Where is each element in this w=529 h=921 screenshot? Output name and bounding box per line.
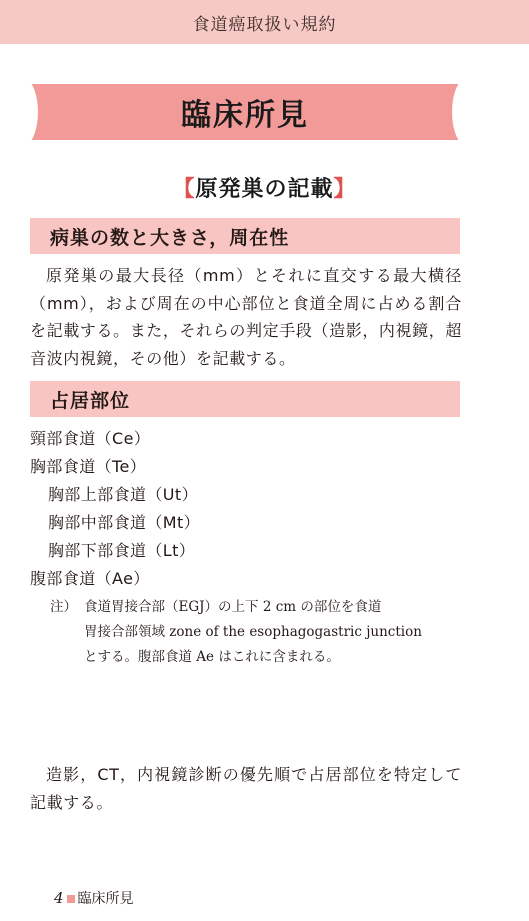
location-paragraph: 造影，CT，内視鏡診断の優先順で占居部位を特定して記載する。 bbox=[30, 765, 462, 812]
location-item-ut: 胸部上部食道（Ut） bbox=[48, 485, 198, 504]
subsection-heading-text: 病巣の数と大きさ，周在性 bbox=[50, 226, 290, 249]
running-header bbox=[0, 0, 529, 44]
note-line: とする。腹部食道 Ae はこれに含まれる。 bbox=[84, 649, 340, 665]
section-bracket-close: 】 bbox=[333, 177, 357, 202]
square-bullet-icon bbox=[67, 895, 75, 903]
location-item-lt: 胸部下部食道（Lt） bbox=[48, 541, 196, 560]
location-item-mt: 胸部中部食道（Mt） bbox=[48, 513, 201, 532]
banner-left-notch bbox=[8, 78, 38, 146]
subsection-heading-size bbox=[30, 218, 460, 254]
footer-label: 臨床所見 bbox=[77, 891, 134, 907]
location-item-ae: 腹部食道（Ae） bbox=[30, 569, 150, 588]
section-bracket-open: 【 bbox=[172, 177, 196, 202]
subsection-heading-location bbox=[30, 381, 460, 417]
location-item-te: 胸部食道（Te） bbox=[30, 457, 147, 476]
size-paragraph: 原発巣の最大長径（mm）とそれに直交する最大横径（mm），および周在の中心部位と食道全周に占める割合を記載する。また，それらの判定手段（造影，内視鏡，超音波内視鏡，その他）を記載する。 bbox=[30, 266, 462, 368]
note-line: 食道胃接合部（EGJ）の上下 2 cm の部位を食道 bbox=[84, 599, 382, 615]
section-title: 原発巣の記載 bbox=[195, 177, 334, 202]
note-line: 胃接合部領域 zone of the esophagogastric junction bbox=[84, 624, 422, 640]
note-label: 注） bbox=[50, 599, 77, 615]
chapter-title: 臨床所見 bbox=[181, 98, 309, 133]
banner-right-notch bbox=[452, 78, 482, 146]
page-number: 4 bbox=[54, 889, 64, 907]
section-heading bbox=[0, 172, 529, 203]
chapter-banner bbox=[30, 84, 460, 140]
page-footer bbox=[54, 888, 134, 908]
note-body bbox=[84, 595, 462, 670]
running-header-text: 食道癌取扱い規約 bbox=[192, 14, 337, 35]
subsection-heading-text: 占居部位 bbox=[50, 389, 131, 412]
location-item-ce: 頸部食道（Ce） bbox=[30, 429, 151, 448]
